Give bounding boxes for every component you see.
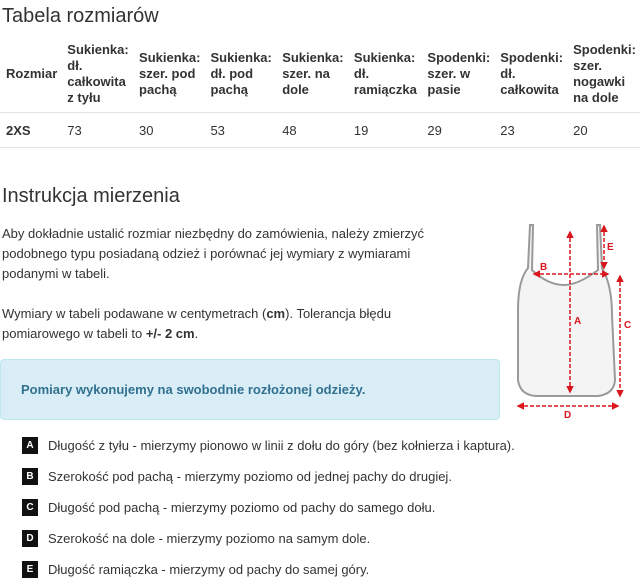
header-size: Rozmiar [0,38,61,113]
legend-item-d [22,523,515,554]
instructions-title: Instrukcja mierzenia [2,185,180,207]
letter-c-badge: C [22,499,38,516]
header-dress-hem-width: Sukienka: szer. na dole [276,38,348,113]
header-dress-armpit-width: Sukienka: szer. pod pachą [133,38,204,113]
units-text-before: Wymiary w tabeli podawane w centymetrach ( [2,306,267,321]
legend-item-c [22,492,515,523]
label-b: B [540,262,548,273]
instructions-intro: Aby dokładnie ustalić rozmiar niezbędny do zamówienia, należy zmierzyć podobnego typu posiadaną odzież i porównać jej wymiary z wymiarami podanymi w tabeli. [2,226,424,281]
units-text-mid: ). Tolerancja błędu pomiarowego w tabeli to [2,306,392,341]
table-row [0,113,640,148]
header-shorts-waist-width: Spodenki: szer. w pasie [421,38,494,113]
size-table-title: Tabela rozmiarów [2,5,159,27]
letter-e-badge: E [22,561,38,578]
table-cell: 29 [421,113,494,148]
letter-a-badge: A [22,437,38,454]
legend-text: Długość pod pachą - mierzymy poziomo od pachy do samego dołu. [48,500,436,515]
size-cell: 2XS [0,113,61,148]
legend-text: Szerokość na dole - mierzymy poziomo na samym dole. [48,531,371,546]
measurement-legend [22,430,515,585]
legend-item-e [22,554,515,585]
legend-text: Długość z tyłu - mierzymy pionowo w linii z dołu do góry (bez kołnierza i kaptura). [48,438,515,453]
garment-shape [518,225,615,396]
header-shorts-length: Spodenki: dł. całkowita [494,38,567,113]
header-shorts-leg-width: Spodenki: szer. nogawki na dole [567,38,640,113]
table-cell: 73 [61,113,133,148]
measurement-diagram [508,220,640,420]
unit-value: cm [266,306,286,321]
legend-item-b [22,461,515,492]
label-e: E [607,242,614,253]
table-cell: 30 [133,113,204,148]
legend-text: Szerokość pod pachą - mierzymy poziomo od jednej pachy do drugiej. [48,469,452,484]
legend-text: Długość ramiączka - mierzymy od pachy do samej góry. [48,562,370,577]
measurement-alert: Pomiary wykonujemy na swobodnie rozłożonej odzieży. [0,359,500,420]
legend-item-a [22,430,515,461]
header-dress-back-length: Sukienka: dł. całkowita z tyłu [61,38,133,113]
table-cell: 23 [494,113,567,148]
units-text-end: . [194,326,199,341]
label-c: C [624,320,632,331]
letter-d-badge: D [22,530,38,547]
instructions-units [2,304,462,344]
table-header-row [0,38,640,113]
table-cell: 20 [567,113,640,148]
table-cell: 53 [204,113,276,148]
table-cell: 48 [276,113,348,148]
header-dress-strap-length: Sukienka: dł. ramiączka [348,38,422,113]
label-a: A [574,316,582,327]
letter-b-badge: B [22,468,38,485]
size-table [0,38,640,148]
label-d: D [564,410,572,420]
table-cell: 19 [348,113,422,148]
tolerance-value: +/- 2 cm [145,326,195,341]
header-dress-armpit-length: Sukienka: dł. pod pachą [204,38,276,113]
